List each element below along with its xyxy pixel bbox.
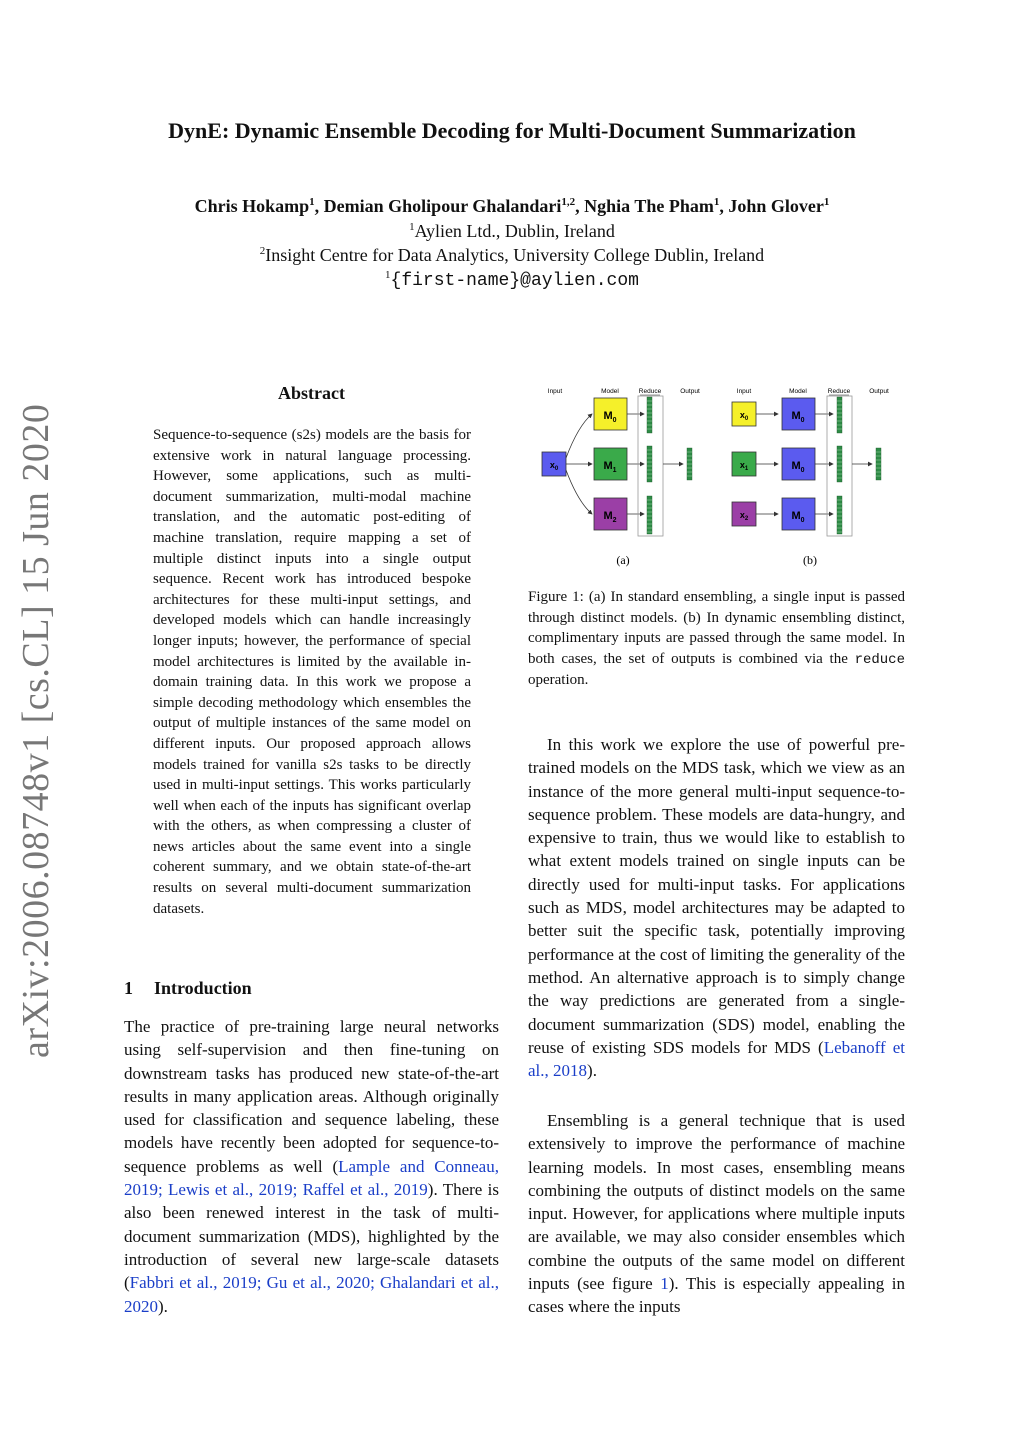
body-paragraph: In this work we explore the use of powerful pre-trained models on the MDS task, which we view as an instance of the more general multi-input sequence-to-sequence problem. These models are data-hungry, and expensive to train, thus we would like to establish to what extent models trained on single inputs can be directly used for multi-input tasks. For applications such as MDS, model architectures may be adapted to better suit the specific task, potentially improving performance at the cost of limiting the generality of the method. An alternative approach is to simply change the way predictions are generated from a single-document summarization (SDS) model, enabling the reuse of existing SDS models for MDS (Lebanoff et al., 2018). <box>528 735 905 1081</box>
output-stack <box>647 397 652 433</box>
author-name: Nghia The Pham <box>584 196 714 216</box>
header-model-a: Model <box>601 388 619 395</box>
header-input-b: Input <box>736 388 752 395</box>
author-affil-mark: 1 <box>309 196 315 208</box>
output-stack <box>837 446 842 482</box>
author-affil-mark: 1 <box>713 196 720 208</box>
author-name: Chris Hokamp <box>194 196 310 216</box>
section-number: 1 <box>124 978 133 998</box>
author-affil-mark: 1,2 <box>561 196 576 208</box>
header-output-b: Output <box>869 388 889 395</box>
author-name: Demian Gholipour Ghalandari <box>323 196 562 216</box>
svg-text:M0: $M_0$ <box>603 410 617 424</box>
header-input-a: Input <box>547 388 563 395</box>
figure-1-diagram <box>528 384 905 574</box>
code-reduce: reduce <box>854 651 905 668</box>
author-list: Chris Hokamp$^1$, Demian Gholipour Ghalandari$^{1,2}$, Nghia The Pham$^1$, John Glover$^1$ <box>194 196 830 216</box>
citation-link[interactable]: Fabbri et al., 2019; Gu et al., 2020; Ghalandari et al., 2020 <box>124 1273 499 1316</box>
output-stack <box>647 496 652 534</box>
svg-text:x1: $x_1$ <box>739 460 749 472</box>
intro-paragraph: The practice of pre-training large neural networks using self-supervision and then fine-tuning on downstream tasks has produced new state-of-the-art results in many application areas. Although originally used for classification and sequence labeling, these models have recently been adopted for sequence-to-sequence problems as well (Lample and Conneau, 2019; Lewis et al., 2019; Raffel et al., 2019). There is also been renewed interest in the task of multi-document summarization (MDS), highlighted by the introduction of several new large-scale datasets (Fabbri et al., 2019; Gu et al., 2020; Ghalandari et al., 2020). <box>124 1017 499 1316</box>
arxiv-stamp: arXiv:2006.08748v1 [cs.CL] 15 Jun 2020 <box>15 403 57 1058</box>
svg-text:x0: $x_0$ <box>549 460 559 472</box>
header-reduce-b: Reduce <box>827 388 851 395</box>
figure-ref-link[interactable]: 1 <box>660 1274 669 1294</box>
header-output-a: Output <box>680 388 700 395</box>
section-heading <box>124 978 252 999</box>
body-paragraph: Ensembling is a general technique that is used extensively to improve the performance of machine learning models. In most cases, ensembling means combining the outputs of distinct models on the same input. However, for applications where multiple inputs are available, we may also consider ensembles which combine the outputs of the same model on different inputs (see figure 1). This is especially appealing in cases where the inputs <box>528 1111 905 1317</box>
author-name: John Glover <box>728 196 824 216</box>
svg-text:M0: $M_0$ <box>791 460 805 474</box>
subfigure-label-b: (b) <box>803 553 817 567</box>
svg-text:x0: $x_0$ <box>739 410 749 422</box>
abstract-text: Sequence-to-sequence (s2s) models are the basis for extensive work in natural language processing. However, some applications, such as multi-document summarization, multi-modal machine translation, and the automatic post-editing of machine translation, require mapping a set of multiple distinct inputs into a single output sequence. Recent work has introduced bespoke architectures for these multi-input settings, and developed models which can handle increasingly longer inputs; however, the performance of special model architectures is limited by the available in-domain training data. In this work we propose a simple decoding methodology which ensembles the output of multiple instances of the same model on different inputs. Our proposed approach allows models trained for vanilla s2s tasks to be directly used in multi-input settings. This works particularly well when each of the inputs has significant overlap with the others, as when compressing a cluster of news articles about the same event into a single coherent summary, and we obtain state-of-the-art results on several multi-document summarization datasets. <box>153 427 471 917</box>
output-stack <box>837 496 842 534</box>
section-title: Introduction <box>154 978 252 998</box>
output-stack <box>647 446 652 482</box>
subfigure-label-a: (a) <box>616 553 630 567</box>
output-stack <box>837 397 842 433</box>
citation-link[interactable]: Lebanoff et al., 2018 <box>528 1037 905 1081</box>
abstract-heading: Abstract <box>278 383 345 403</box>
svg-text:M1: $M_1$ <box>603 460 617 474</box>
header-reduce-a: Reduce <box>638 388 662 395</box>
svg-text:M2: $M_2$ <box>603 510 617 524</box>
citation-link[interactable]: Lample and Conneau, 2019; Lewis et al., 2019; Raffel et al., 2019 <box>124 1156 499 1200</box>
affiliation-2: $^2$Insight Centre for Data Analytics, University College Dublin, Ireland <box>259 245 765 265</box>
figure-caption: Figure 1: (a) In standard ensembling, a single input is passed through distinct models. (b) In dynamic ensembling distinct, complimentary inputs are passed through the same model. In both cases, the set of outputs is combined via the reduce operation. <box>528 589 905 689</box>
svg-text:x2: $x_2$ <box>739 510 749 522</box>
affiliation-1: $^1$Aylien Ltd., Dublin, Ireland <box>409 221 615 241</box>
paper-title: DynE: Dynamic Ensemble Decoding for Multi-Document Summarization <box>168 118 856 143</box>
svg-text:M0: $M_0$ <box>791 510 805 524</box>
contact-email: $^1${first-name}@aylien.com <box>385 269 639 291</box>
header-model-b: Model <box>789 388 807 395</box>
svg-text:M0: $M_0$ <box>791 410 805 424</box>
author-affil-mark: 1 <box>823 196 830 208</box>
